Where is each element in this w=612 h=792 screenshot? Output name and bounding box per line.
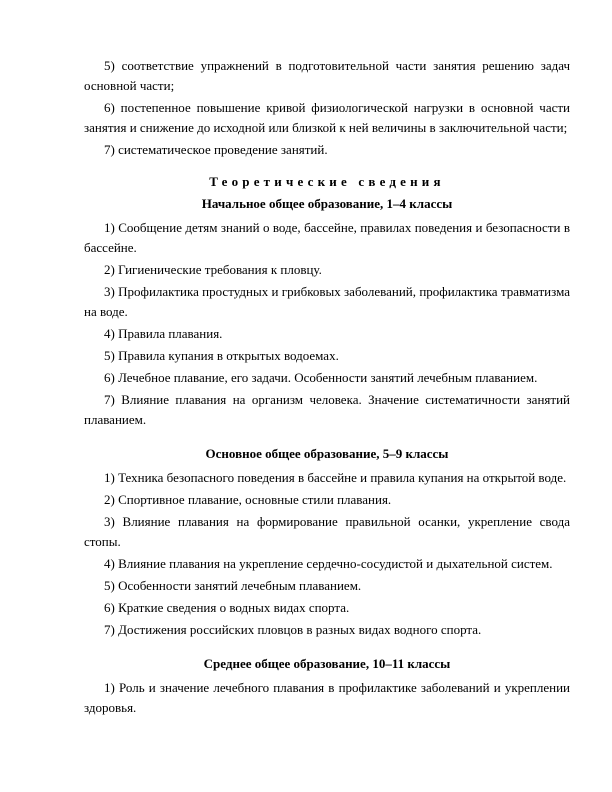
intro-item-6: 6) постепенное повышение кривой физиологической нагрузки в основной части занятия и снижение до исходной или близкой к ней величины в заключительной части; [84, 100, 570, 135]
list-item: 2) Гигиенические требования к пловцу. [104, 262, 322, 277]
document-body [84, 56, 570, 718]
list-item: 4) Правила плавания. [104, 326, 223, 341]
list-item: 6) Краткие сведения о водных видах спорта. [104, 600, 350, 615]
theory-heading: Теоретические сведения [209, 174, 445, 189]
section-title-basic: Основное общее образование, 5–9 классы [205, 446, 449, 461]
intro-item-7: 7) систематическое проведение занятий. [104, 142, 328, 157]
list-item: 4) Влияние плавания на укрепление сердечно-сосудистой и дыхательной систем. [104, 556, 553, 571]
list-item: 3) Профилактика простудных и грибковых заболеваний, профилактика травматизма на воде. [84, 284, 570, 319]
list-item: 5) Особенности занятий лечебным плаванием. [104, 578, 362, 593]
list-item: 5) Правила купания в открытых водоемах. [104, 348, 339, 363]
list-item: 1) Сообщение детям знаний о воде, бассейне, правилах поведения и безопасности в бассейне. [84, 220, 570, 255]
section-title-primary: Начальное общее образование, 1–4 классы [201, 196, 453, 211]
list-item: 7) Достижения российских пловцов в разных видах водного спорта. [104, 622, 482, 637]
list-item: 1) Роль и значение лечебного плавания в профилактике заболеваний и укреплении здоровья. [84, 680, 570, 715]
intro-item-5: 5) соответствие упражнений в подготовительной части занятия решению задач основной части; [84, 58, 570, 93]
section-title-secondary: Среднее общее образование, 10–11 классы [203, 656, 451, 671]
list-item: 1) Техника безопасного поведения в бассейне и правила купания на открытой воде. [104, 470, 567, 485]
list-item: 2) Спортивное плавание, основные стили плавания. [104, 492, 392, 507]
list-item: 3) Влияние плавания на формирование правильной осанки, укрепление свода стопы. [84, 514, 570, 549]
list-item: 6) Лечебное плавание, его задачи. Особенности занятий лечебным плаванием. [104, 370, 538, 385]
list-item: 7) Влияние плавания на организм человека. Значение систематичности занятий плаванием. [84, 392, 570, 427]
